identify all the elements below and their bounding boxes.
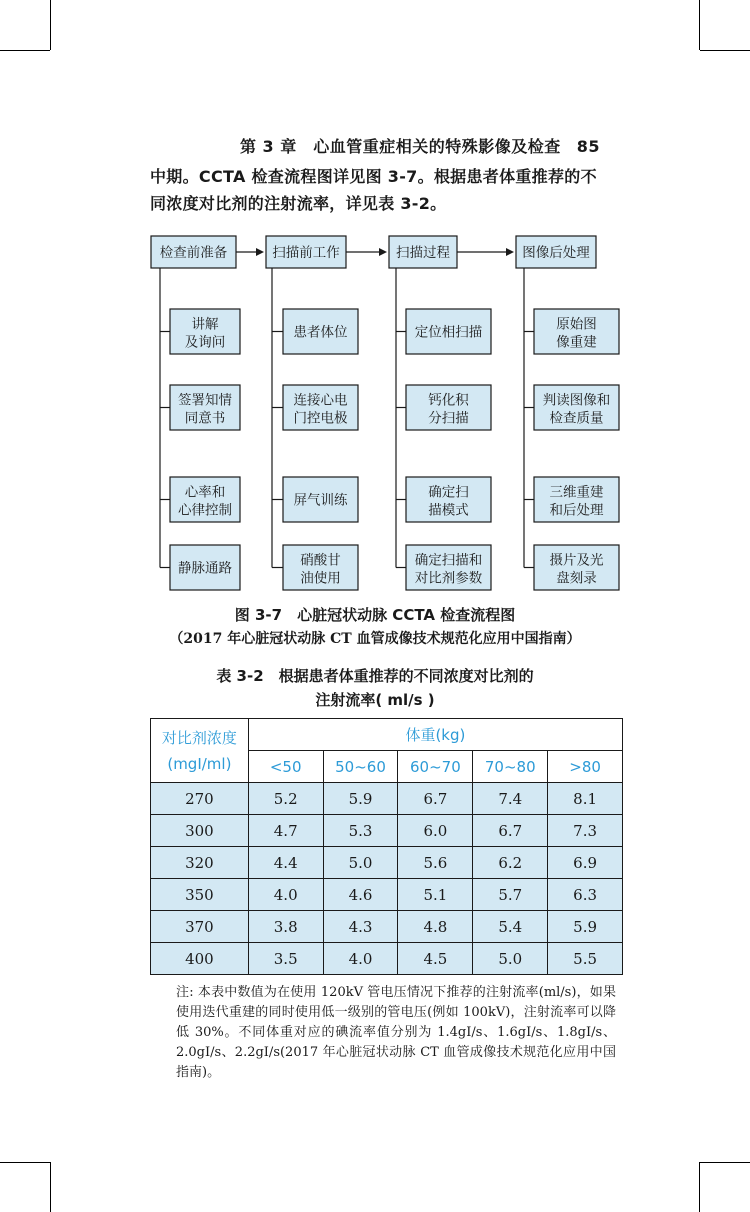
- rate-cell: 5.2: [248, 783, 323, 815]
- rate-cell: 3.8: [248, 911, 323, 943]
- rate-cell: 5.6: [398, 847, 473, 879]
- weight-column-header: 60~70: [398, 751, 473, 783]
- rate-cell: 3.5: [248, 943, 323, 975]
- weight-column-header: 50~60: [323, 751, 398, 783]
- flow-step-label: 和后处理: [549, 502, 604, 519]
- rate-cell: 5.1: [398, 879, 473, 911]
- rate-cell: 7.3: [548, 815, 623, 847]
- flow-step-label: 盘刻录: [556, 570, 597, 587]
- rate-cell: 6.9: [548, 847, 623, 879]
- weight-column-header: >80: [548, 751, 623, 783]
- rate-cell: 4.7: [248, 815, 323, 847]
- flow-step-label: 判读图像和: [542, 392, 611, 409]
- flow-step-label: 签署知情: [178, 392, 232, 409]
- flow-step-label: 心律控制: [178, 502, 232, 519]
- flow-step-label: 分扫描: [428, 410, 469, 427]
- weight-column-header: <50: [248, 751, 323, 783]
- concentration-cell: 400: [151, 943, 249, 975]
- flow-step-label: 同意书: [184, 410, 226, 427]
- flow-step-label: 硝酸甘: [300, 552, 341, 569]
- table-row: [151, 943, 623, 975]
- crop-mark: [0, 1162, 50, 1163]
- rate-cell: 5.0: [323, 847, 398, 879]
- concentration-cell: 270: [151, 783, 249, 815]
- rate-cell: 4.5: [398, 943, 473, 975]
- figure-caption: 图 3-7 心脏冠状动脉 CCTA 检查流程图: [234, 606, 516, 624]
- arrow-head: [379, 248, 387, 256]
- flow-stage-label: 检查前准备: [159, 245, 228, 261]
- page-number: 85: [576, 137, 600, 156]
- flow-step-label: 像重建: [556, 334, 597, 351]
- flow-step-label: 确定扫: [428, 484, 469, 501]
- rate-cell: 4.0: [323, 943, 398, 975]
- concentration-cell: 350: [151, 879, 249, 911]
- concentration-header: [151, 719, 249, 783]
- flow-step-label: 描模式: [428, 502, 469, 519]
- table-row: [151, 911, 623, 943]
- flow-stage-label: 扫描前工作: [272, 245, 340, 261]
- concentration-cell: 320: [151, 847, 249, 879]
- flow-step-label: 连接心电: [293, 392, 348, 409]
- flow-stage-label: 扫描过程: [396, 245, 450, 261]
- footnote-text: 注: 本表中数值为在使用 120kV 管电压情况下推荐的注射流率(ml/s)，如果使用迭代重建的同时使用低一级别的管电压(例如 100kV)，注射流率可以降低 30%。不同体重对应的碘流率值分别为 1.4gI/s、1.6gI/s、1.8gI/s、2.0gI/s、2.2gI/s(2017 年心脏冠状动脉 CT 血管成像技术规范化应用中国指南)。: [176, 985, 616, 1080]
- rate-cell: 5.0: [473, 943, 548, 975]
- crop-mark: [50, 1162, 51, 1212]
- table-row: [151, 879, 623, 911]
- weight-column-header: 70~80: [473, 751, 548, 783]
- intro-paragraph: 中期。CCTA 检查流程图详见图 3-7。根据患者体重推荐的不同浓度对比剂的注射流率，详见表 3-2。: [150, 167, 597, 213]
- injection-rate-table: [150, 718, 623, 975]
- flow-step-label: 患者体位: [293, 324, 348, 341]
- rate-cell: 5.9: [323, 783, 398, 815]
- table-row: [151, 783, 623, 815]
- flow-step-label: 对比剂参数: [414, 570, 483, 587]
- rate-cell: 5.4: [473, 911, 548, 943]
- concentration-label: 对比剂浓度: [161, 728, 237, 747]
- rate-cell: 6.2: [473, 847, 548, 879]
- flow-step-label: 钙化积: [428, 392, 469, 409]
- rate-cell: 5.9: [548, 911, 623, 943]
- crop-mark: [699, 1162, 700, 1212]
- chapter-title: 第 3 章 心血管重症相关的特殊影像及检查: [239, 137, 561, 156]
- table-row: [151, 815, 623, 847]
- rate-cell: 6.0: [398, 815, 473, 847]
- arrow-head: [506, 248, 514, 256]
- flow-step-label: 心率和: [184, 484, 226, 501]
- flow-step-label: 定位相扫描: [414, 324, 483, 341]
- rate-cell: 6.7: [398, 783, 473, 815]
- table-footnote: [150, 983, 616, 1083]
- table-caption: 表 3-2 根据患者体重推荐的不同浓度对比剂的: [216, 667, 534, 685]
- flow-step-label: 摄片及光: [549, 552, 604, 569]
- concentration-cell: 300: [151, 815, 249, 847]
- table-caption-units: 注射流率( ml/s ): [315, 691, 435, 709]
- rate-cell: 5.5: [548, 943, 623, 975]
- rate-cell: 4.0: [248, 879, 323, 911]
- rate-cell: 4.8: [398, 911, 473, 943]
- flow-step-label: 静脉通路: [178, 560, 232, 577]
- weight-group-header: 体重(kg): [248, 719, 622, 751]
- rate-cell: 6.3: [548, 879, 623, 911]
- flow-step-label: 检查质量: [549, 410, 604, 427]
- flow-step-label: 确定扫描和: [414, 552, 483, 569]
- flow-step-label: 屏气训练: [293, 492, 348, 509]
- flow-step-label: 三维重建: [549, 484, 604, 501]
- rate-cell: 5.7: [473, 879, 548, 911]
- arrow-head: [256, 248, 264, 256]
- rate-cell: 4.4: [248, 847, 323, 879]
- rate-cell: 4.6: [323, 879, 398, 911]
- rate-cell: 7.4: [473, 783, 548, 815]
- flow-step-label: 及询问: [184, 334, 226, 351]
- crop-mark: [700, 1162, 750, 1163]
- flow-step-label: 门控电极: [293, 410, 348, 427]
- ccta-flowchart: [0, 0, 750, 600]
- flow-step-label: 讲解: [191, 316, 219, 333]
- flow-step-label: 原始图: [556, 316, 597, 333]
- concentration-cell: 370: [151, 911, 249, 943]
- table-row: [151, 847, 623, 879]
- flow-step-label: 油使用: [300, 570, 341, 587]
- figure-source: （2017 年心脏冠状动脉 CT 血管成像技术规范化应用中国指南）: [169, 631, 581, 647]
- rate-cell: 4.3: [323, 911, 398, 943]
- rate-cell: 6.7: [473, 815, 548, 847]
- rate-cell: 5.3: [323, 815, 398, 847]
- rate-cell: 8.1: [548, 783, 623, 815]
- concentration-unit: (mgI/ml): [167, 754, 232, 773]
- flow-stage-label: 图像后处理: [522, 245, 590, 261]
